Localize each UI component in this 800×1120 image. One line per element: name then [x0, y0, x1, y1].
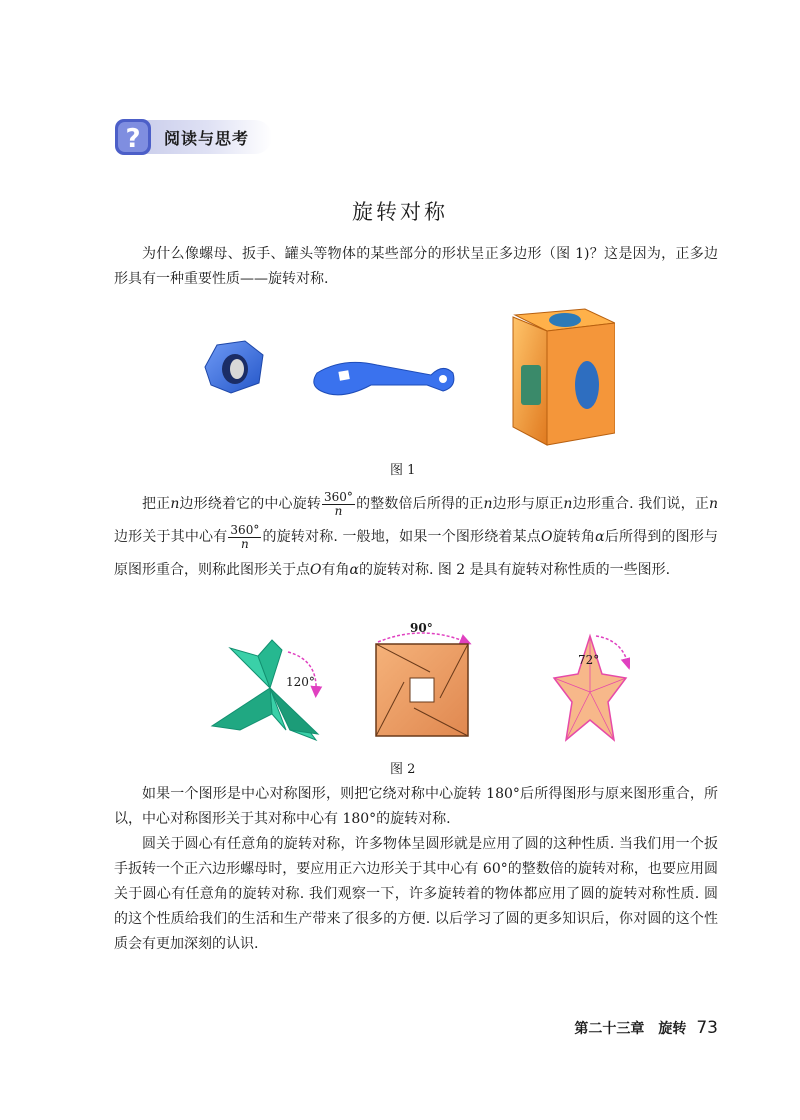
text-run: 的旋转对称. 图 2 是具有旋转对称性质的一些图形.	[358, 562, 671, 578]
page-footer	[574, 1018, 718, 1038]
fraction-numerator: 360°	[230, 522, 260, 537]
text-run: 边形绕着它的中心旋转	[179, 496, 322, 512]
variable-n: n	[483, 496, 493, 512]
variable-alpha: α	[595, 529, 605, 545]
text-run: 的整数倍后所得的正	[355, 496, 484, 512]
text-run: 把正	[142, 496, 171, 512]
chapter-label: 第二十三章 旋转	[574, 1021, 687, 1037]
figure-2	[200, 622, 630, 757]
variable-n: n	[709, 496, 719, 512]
article-title: 旋转对称	[352, 200, 448, 224]
angle-label-120: 120°	[286, 675, 315, 689]
paragraph-intro: 为什么像螺母、扳手、罐头等物体的某些部分的形状呈正多边形（图 1)？这是因为，正多边形具有一种重要性质——旋转对称.	[114, 246, 718, 287]
four-fold-square	[376, 622, 468, 736]
fraction-denominator: n	[241, 536, 249, 551]
variable-n: n	[563, 496, 573, 512]
figure-2-caption: 图 2	[390, 762, 416, 777]
text-run: 旋转角	[552, 529, 596, 545]
angle-label-72: 72°	[578, 653, 600, 667]
section-banner-label: 阅读与思考	[164, 129, 250, 148]
hex-nut-illustration	[205, 341, 263, 393]
text-run: 边形关于其中心有	[114, 529, 228, 545]
paragraph-circle-symmetry: 圆关于圆心有任意角的旋转对称，许多物体呈圆形就是应用了圆的这种性质. 当我们用一个扳手扳转一个正六边形螺母时，要应用正六边形关于其中心有 60°的整数倍的旋转对称，也要应用圆关于圆心有任意角的旋转对称. 我们观察一下，许多旋转着的物体都应用了圆的旋转对称性质. 圆的这个性质给我们的生活和生产带来了很多的方便. 以后学习了圆的更多知识后，你对圆的这个性质会有更加深刻的认识.	[114, 836, 718, 952]
fraction-denominator: n	[334, 503, 343, 518]
wrench-illustration	[314, 362, 454, 395]
variable-alpha: α	[349, 562, 359, 578]
question-mark-icon	[112, 116, 154, 158]
text-run: 边形重合. 我们说，正	[572, 496, 709, 512]
variable-O: O	[310, 562, 322, 578]
text-run: 的旋转对称. 一般地，如果一个图形绕着某点	[262, 529, 541, 545]
text-run: 边形与原正	[492, 496, 564, 512]
fraction-numerator: 360°	[324, 489, 353, 504]
figure-1	[195, 305, 615, 450]
variable-n: n	[170, 496, 180, 512]
fraction-360-over-n	[228, 524, 261, 551]
page-number: 73	[696, 1018, 718, 1038]
fraction-360-over-n	[322, 491, 355, 518]
five-pointed-star	[554, 636, 628, 740]
paragraph-rotational-symmetry	[114, 488, 718, 587]
variable-O: O	[540, 529, 553, 545]
text-run: 有角	[321, 562, 350, 578]
angle-label-90: 90°	[410, 622, 433, 635]
section-banner	[112, 116, 272, 158]
tin-can-illustration	[513, 309, 615, 445]
text-run: 后所得到的图形与原图形重合，则称此图形关于点	[114, 529, 719, 578]
paragraph-central-symmetry: 如果一个图形是中心对称图形，则把它绕对称中心旋转 180°后所得图形与原来图形重合，所以，中心对称图形关于其对称中心有 180°的旋转对称.	[114, 786, 718, 827]
figure-1-caption: 图 1	[390, 463, 416, 478]
svg-text:?: ?	[125, 124, 141, 154]
three-fold-pinwheel	[212, 640, 318, 740]
